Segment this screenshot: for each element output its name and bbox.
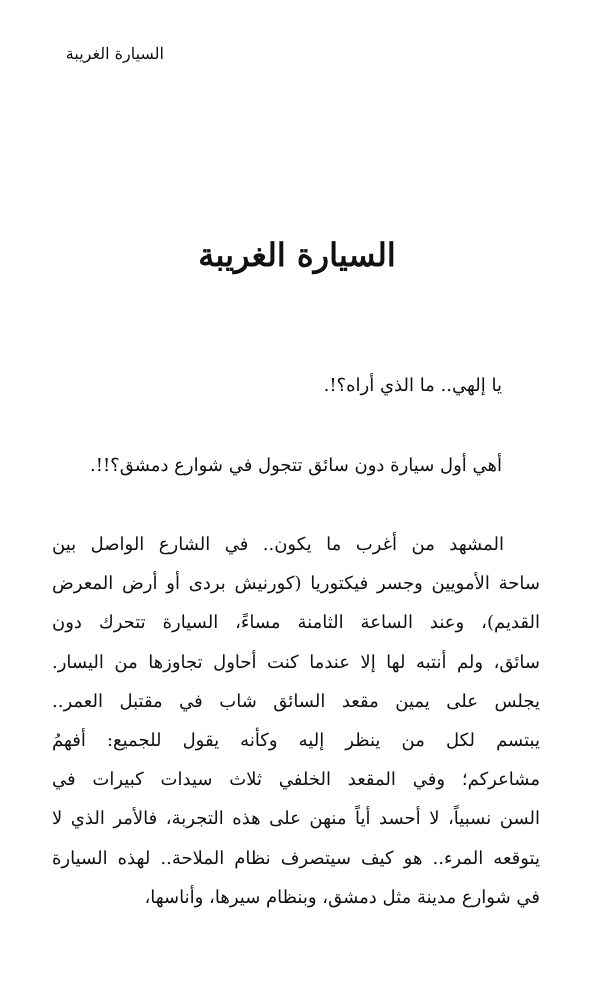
paragraph-line: السن نسبياً، لا أحسد أياً منهن على هذه التجربة، فالأمر الذي لا <box>52 808 540 830</box>
paragraph-line: القديم)، وعند الساعة الثامنة مساءً، السيارة تتحرك دون <box>52 612 540 634</box>
paragraph-line: ساحة الأمويين وجسر فيكتوريا (كورنيش بردى أو أرض المعرض <box>52 573 540 595</box>
paragraph-line: يبتسم لكل من ينظر إليه وكأنه يقول للجميع: أفهمُ <box>52 729 540 751</box>
paragraph-line: سائق، ولم أنتبه لها إلا عندما كنت أحاول تجاوزها من اليسار. <box>52 651 540 673</box>
paragraph-line: يجلس على يمين مقعد السائق شاب في مقتبل العمر.. <box>52 690 540 712</box>
paragraph-line: يتوقعه المرء.. هو كيف سيتصرف نظام الملاحة.. لهذه السيارة <box>52 847 540 869</box>
paragraph-line: المشهد من أغرب ما يكون.. في الشارع الواصل بين <box>52 534 504 555</box>
paragraph-line: مشاعركم؛ وفي المقعد الخلفي ثلاث سيدات كبيرات في <box>52 769 540 791</box>
running-header: السيارة الغريبة <box>65 44 164 63</box>
body-paragraph <box>52 525 540 917</box>
exclamation-line: يا إلهي.. ما الذي أراه؟!. <box>323 375 502 396</box>
paragraph-line: في شوارع مدينة مثل دمشق، وبنظام سيرها، وأناسها، <box>144 886 540 908</box>
chapter-title: السيارة الغريبة <box>198 236 396 274</box>
question-line: أهي أول سيارة دون سائق تتجول في شوارع دمشق؟!!. <box>89 455 502 476</box>
